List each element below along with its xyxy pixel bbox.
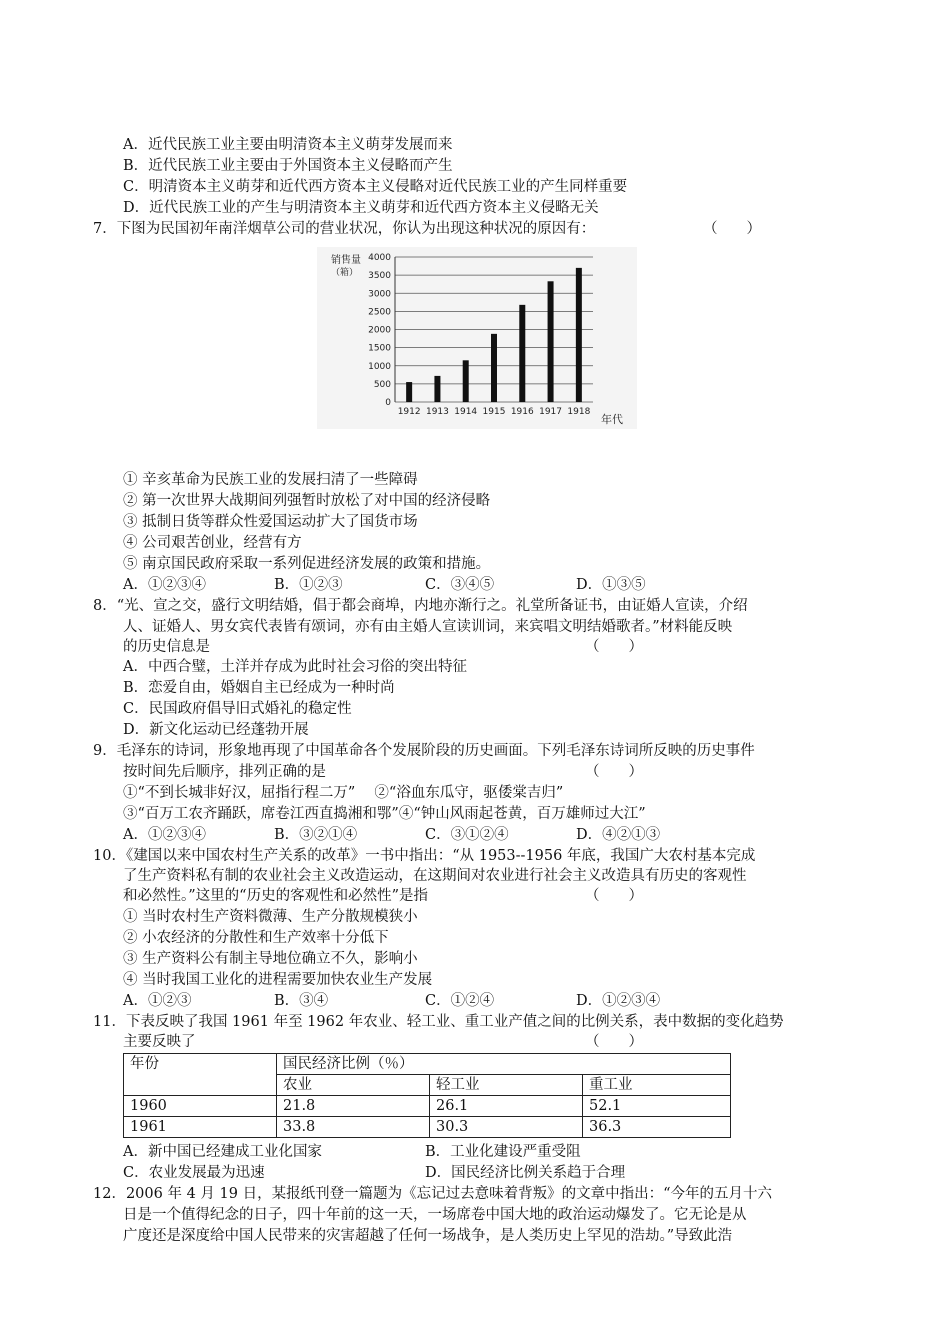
q12-stem-line-3: 广度还是深度给中国人民带来的灾害超越了任何一场战争，是人类历史上罕见的浩劫。”导致此浩 [123,1228,733,1244]
column-header: 农业 [277,1075,430,1096]
q11-option-d: D．国民经济比例关系趋于合理 [425,1165,626,1181]
y-tick-label: 0 [385,398,391,408]
q9-option-c: C．③①②④ [425,827,509,843]
q7-option-c: C．③④⑤ [425,577,495,593]
table-cell: 36.3 [583,1117,731,1138]
q10-answer-paren: （ ） [585,888,643,904]
q7-option-a: A．①②③④ [123,577,206,593]
q8-option-b: B．恋爱自由，婚姻自主已经成为一种时尚 [123,680,395,696]
x-tick-label: 1913 [425,407,449,417]
y-tick-label: 2000 [368,325,391,336]
column-header: 轻工业 [430,1075,583,1096]
q9-poems-line-1: ①“不到长城非好汉，屈指行程二万” ②“浴血东瓜守，驱倭棠吉归” [123,785,564,801]
q10-option-b: B．③④ [274,993,329,1009]
q6-option-c: C．明清资本主义萌芽和近代西方资本主义侵略对近代民族工业的产生同样重要 [123,179,628,195]
q9-option-a: A．①②③④ [123,827,206,843]
y-tick-label: 2500 [368,307,391,318]
q9-poems-line-2: ③“百万工农齐踊跃，席卷江西直捣湘和鄂”④“钟山风雨起苍黄，百万雄师过大江” [123,806,646,822]
column-header: 重工业 [583,1075,731,1096]
table-cell: 30.3 [430,1117,583,1138]
bar [406,382,412,402]
x-tick-label: 1915 [482,407,506,417]
q9-stem-line-2: 按时间先后顺序，排列正确的是 [123,764,326,780]
x-tick-label: 1916 [510,407,534,417]
q10-stem-line-1: 10．《建国以来中国农村生产关系的改革》一书中指出：“从 1953--1956 年底，我国广大农村基本完成 [93,848,756,864]
table-cell: 26.1 [430,1096,583,1117]
economy-ratio-table [123,1053,731,1138]
q10-option-d: D．①②③④ [576,993,661,1009]
y-tick-label: 1000 [368,361,391,372]
y-axis-label-unit: （箱） [331,268,359,278]
q10-item-4: ④ 当时我国工业化的进程需要加快农业生产发展 [123,972,433,988]
q7-item-2: ② 第一次世界大战期间列强暂时放松了对中国的经济侵略 [123,493,491,509]
bar [548,281,554,402]
q6-option-a: A．近代民族工业主要由明清资本主义萌芽发展而来 [123,137,453,153]
table-cell-year: 1961 [124,1117,277,1138]
x-tick-label: 1918 [567,407,591,417]
table-cell: 21.8 [277,1096,430,1117]
ratio-group-header: 国民经济比例（％） [277,1054,731,1075]
q8-stem-line-1: 8．“光、宣之交，盛行文明结婚，倡于都会商埠，内地亦渐行之。礼堂所备证书，由证婚人宣读，介绍 [93,598,748,614]
y-tick-label: 500 [373,379,391,390]
q10-item-2: ② 小农经济的分散性和生产效率十分低下 [123,930,389,946]
q7-item-1: ① 辛亥革命为民族工业的发展扫清了一些障碍 [123,472,418,488]
q8-option-c: C．民国政府倡导旧式婚礼的稳定性 [123,701,352,717]
q6-option-d: D．近代民族工业的产生与明清资本主义萌芽和近代西方资本主义侵略无关 [123,200,599,216]
q6-option-b: B．近代民族工业主要由于外国资本主义侵略而产生 [123,158,453,174]
table-row [124,1117,731,1138]
x-tick-label: 1914 [454,407,478,417]
year-header: 年份 [124,1054,277,1096]
q7-item-4: ④ 公司艰苦创业，经营有方 [123,535,302,551]
bar [463,360,469,402]
y-tick-label: 1500 [368,343,391,354]
table-header-row [124,1054,731,1075]
q10-stem-line-2: 了生产资料私有制的农业社会主义改造运动，在这期间对农业进行社会主义改造具有历史的客观性 [123,868,747,884]
sales-bar-chart [317,247,637,429]
q7-stem: 7．下图为民国初年南洋烟草公司的营业状况，你认为出现这种状况的原因有： [93,221,596,237]
x-tick-label: 1917 [539,407,563,417]
x-tick-label: 1912 [397,407,421,417]
q9-option-d: D．④②①③ [576,827,661,843]
q7-item-3: ③ 抵制日货等群众性爱国运动扩大了国货市场 [123,514,418,530]
q11-stem-line-1: 11．下表反映了我国 1961 年至 1962 年农业、轻工业、重工业产值之间的比例关系，表中数据的变化趋势 [93,1014,784,1030]
q11-stem-line-2: 主要反映了 [123,1034,196,1050]
q10-option-c: C．①②④ [425,993,495,1009]
y-axis-label: 销售量 [331,255,361,266]
q11-option-b: B．工业化建设严重受阻 [425,1144,581,1160]
q8-stem-line-3: 的历史信息是 [123,639,210,655]
q10-item-1: ① 当时农村生产资料微薄、生产分散规模狭小 [123,909,418,925]
bar [519,305,525,402]
q8-stem-line-2: 人、证婚人、男女宾代表皆有颂词，亦有由主婚人宣读训词，来宾唱文明结婚歌者。”材料能反映 [123,619,733,635]
y-tick-label: 4000 [368,253,391,263]
sales-bar-chart-svg [317,247,637,429]
q8-option-a: A．中西合璧，土洋并存成为此时社会习俗的突出特征 [123,659,467,675]
q8-answer-paren: （ ） [585,639,643,655]
q7-item-5: ⑤ 南京国民政府采取一系列促进经济发展的政策和措施。 [123,556,491,572]
q12-stem-line-1: 12．2006 年 4 月 19 日，某报纸刊登一篇题为《忘记过去意味着背叛》的文章中指出：“今年的五月十六 [93,1186,772,1202]
y-tick-label: 3500 [368,271,391,282]
q9-stem-line-1: 9．毛泽东的诗词，形象地再现了中国革命各个发展阶段的历史画面。下列毛泽东诗词所反映的历史事件 [93,743,755,759]
q11-option-a: A．新中国已经建成工业化国家 [123,1144,322,1160]
bar [576,268,582,402]
q11-option-c: C．农业发展最为迅速 [123,1165,265,1181]
bar [434,376,440,402]
y-tick-label: 3000 [368,289,391,300]
q7-answer-paren: （ ） [703,221,761,237]
q10-item-3: ③ 生产资料公有制主导地位确立不久，影响小 [123,951,418,967]
x-axis-label: 年代 [601,413,623,426]
q10-stem-line-3: 和必然性。”这里的“历史的客观性和必然性”是指 [123,888,428,904]
table-row [124,1096,731,1117]
q8-option-d: D．新文化运动已经蓬勃开展 [123,722,309,738]
table-cell: 52.1 [583,1096,731,1117]
bar [491,334,497,402]
q7-option-b: B．①②③ [274,577,343,593]
q7-option-d: D．①③⑤ [576,577,646,593]
q9-option-b: B．③②①④ [274,827,358,843]
table-cell: 33.8 [277,1117,430,1138]
q12-stem-line-2: 日是一个值得纪念的日子，四十年前的这一天，一场席卷中国大地的政治运动爆发了。它无论是从 [123,1207,747,1223]
q9-answer-paren: （ ） [585,764,643,780]
q11-answer-paren: （ ） [585,1034,643,1050]
table-cell-year: 1960 [124,1096,277,1117]
q10-option-a: A．①②③ [123,993,192,1009]
